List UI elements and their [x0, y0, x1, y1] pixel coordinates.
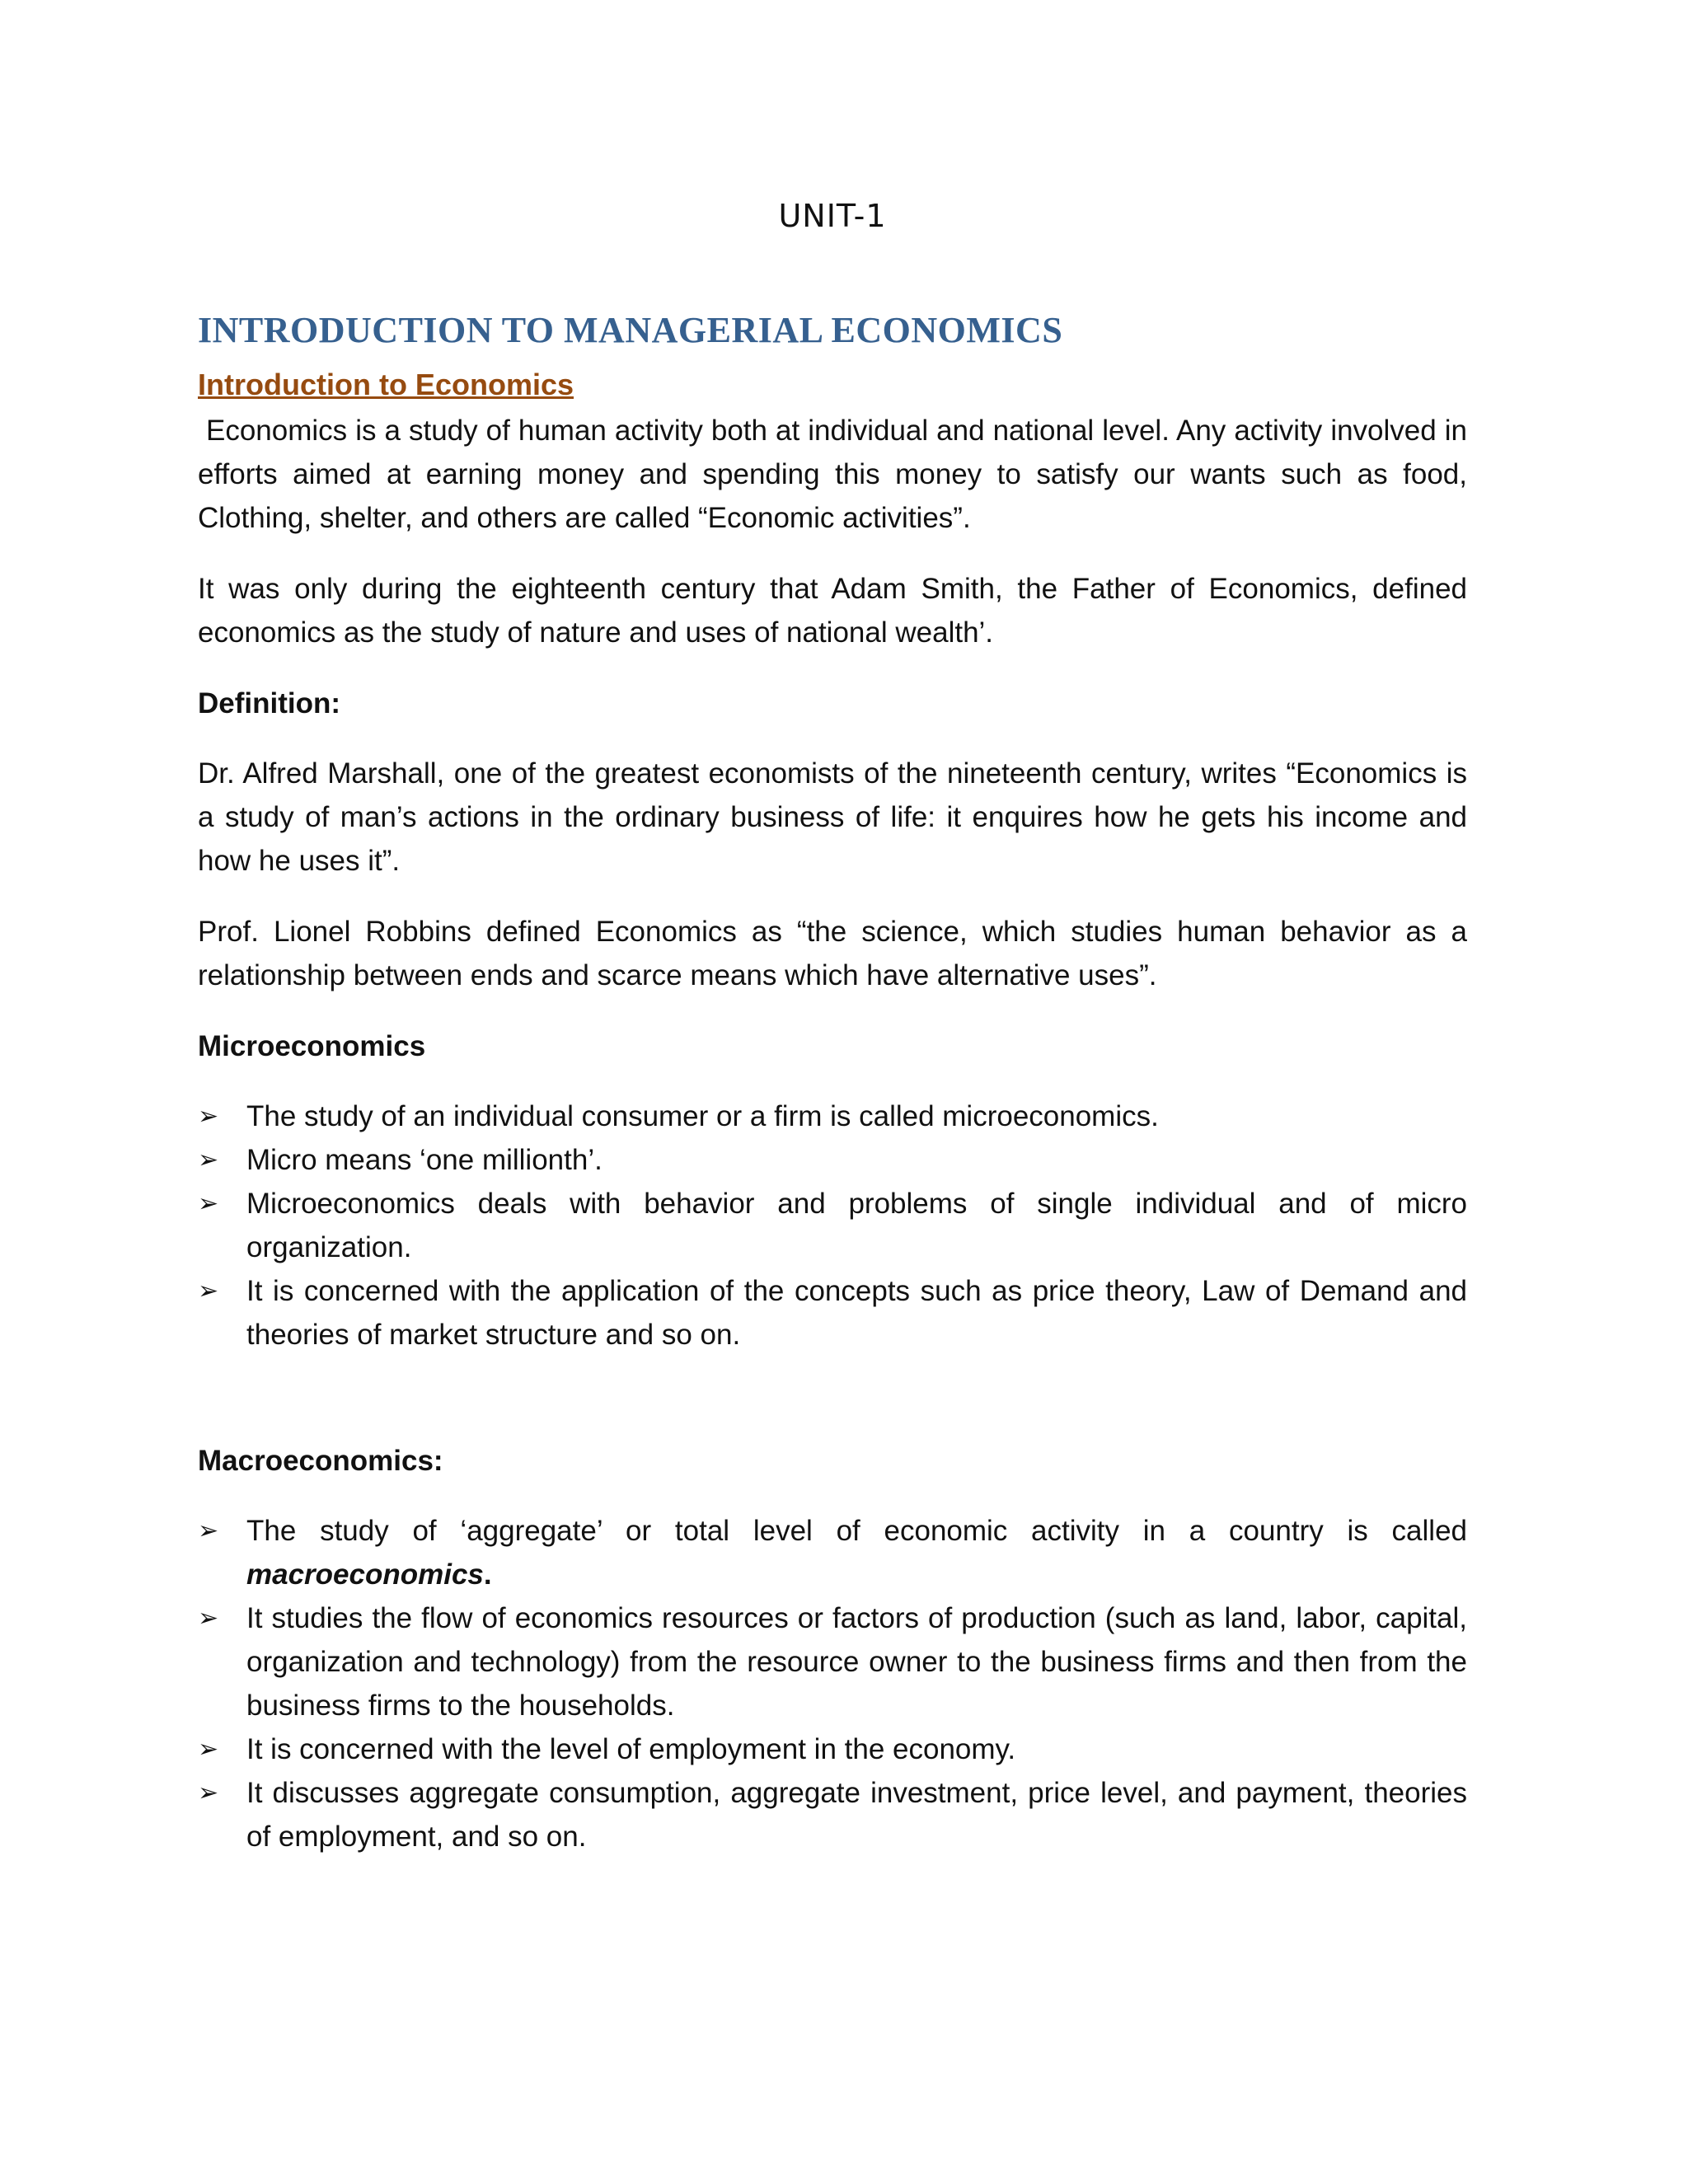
list-item: [198, 1509, 1467, 1596]
list-item: [198, 1094, 1467, 1138]
document-body: [198, 409, 1467, 1858]
list-item: [198, 1596, 1467, 1727]
marshall-definition: Dr. Alfred Marshall, one of the greatest economists of the nineteenth century, writes “Economics is a study of man’s actions in the ordinary business of life: it enquires how he gets his income and how he uses it”.: [198, 757, 1467, 877]
list-item: [198, 1138, 1467, 1182]
arrow-bullet-icon: ➢: [198, 1605, 219, 1632]
arrow-bullet-icon: ➢: [198, 1277, 219, 1305]
definition-heading: Definition:: [198, 687, 341, 719]
intro-paragraph-2: It was only during the eighteenth century that Adam Smith, the Father of Economics, defined economics as the study of nature and uses of national wealth’.: [198, 573, 1467, 649]
arrow-bullet-icon: ➢: [198, 1517, 219, 1544]
list-item-text: Micro means ‘one millionth’.: [246, 1144, 603, 1176]
list-item: [198, 1727, 1467, 1771]
list-item-text: The study of ‘aggregate’ or total level of economic activity in a country is called: [246, 1515, 1467, 1547]
list-item: [198, 1269, 1467, 1357]
section-gap: [198, 1357, 1467, 1398]
arrow-bullet-icon: ➢: [198, 1146, 219, 1174]
macroeconomics-list: [198, 1509, 1467, 1858]
robbins-definition: Prof. Lionel Robbins defined Economics as “the science, which studies human behavior as a relationship between ends and scarce means which have alternative uses”.: [198, 916, 1467, 991]
arrow-bullet-icon: ➢: [198, 1736, 219, 1763]
unit-label: UNIT-1: [778, 198, 887, 234]
microeconomics-list: [198, 1094, 1467, 1357]
list-item: [198, 1771, 1467, 1858]
intro-paragraph-1: Economics is a study of human activity both at individual and national level. Any activity involved in efforts aimed at earning money and spending this money to satisfy our wants such as food, Clothing, shelter, and others are called “Economic activities”.: [198, 415, 1467, 534]
microeconomics-heading: Microeconomics: [198, 1030, 426, 1062]
section-gap: [198, 1398, 1467, 1439]
list-item-text: Microeconomics deals with behavior and problems of single individual and of micro organization.: [246, 1188, 1467, 1263]
list-item-text: It is concerned with the application of the concepts such as price theory, Law of Demand and theories of market structure and so on.: [246, 1275, 1467, 1351]
document-title: INTRODUCTION TO MANAGERIAL ECONOMICS: [198, 310, 1063, 350]
macroeconomics-heading: Macroeconomics:: [198, 1445, 443, 1477]
arrow-bullet-icon: ➢: [198, 1190, 219, 1217]
section-title-introduction: Introduction to Economics: [198, 368, 574, 401]
list-item-text: It discusses aggregate consumption, aggregate investment, price level, and payment, theories of employment, and so on.: [246, 1777, 1467, 1853]
list-item-text: It studies the flow of economics resources or factors of production (such as land, labor, capital, organization and technology) from the resource owner to the business firms and then from the business firms to the households.: [246, 1602, 1467, 1722]
arrow-bullet-icon: ➢: [198, 1103, 219, 1130]
emphasized-term: macroeconomics: [246, 1558, 484, 1591]
arrow-bullet-icon: ➢: [198, 1779, 219, 1807]
list-item-text: The study of an individual consumer or a firm is called microeconomics.: [246, 1100, 1159, 1132]
emphasized-period: .: [483, 1558, 492, 1591]
list-item: [198, 1182, 1467, 1269]
list-item-text: It is concerned with the level of employment in the economy.: [246, 1733, 1016, 1765]
